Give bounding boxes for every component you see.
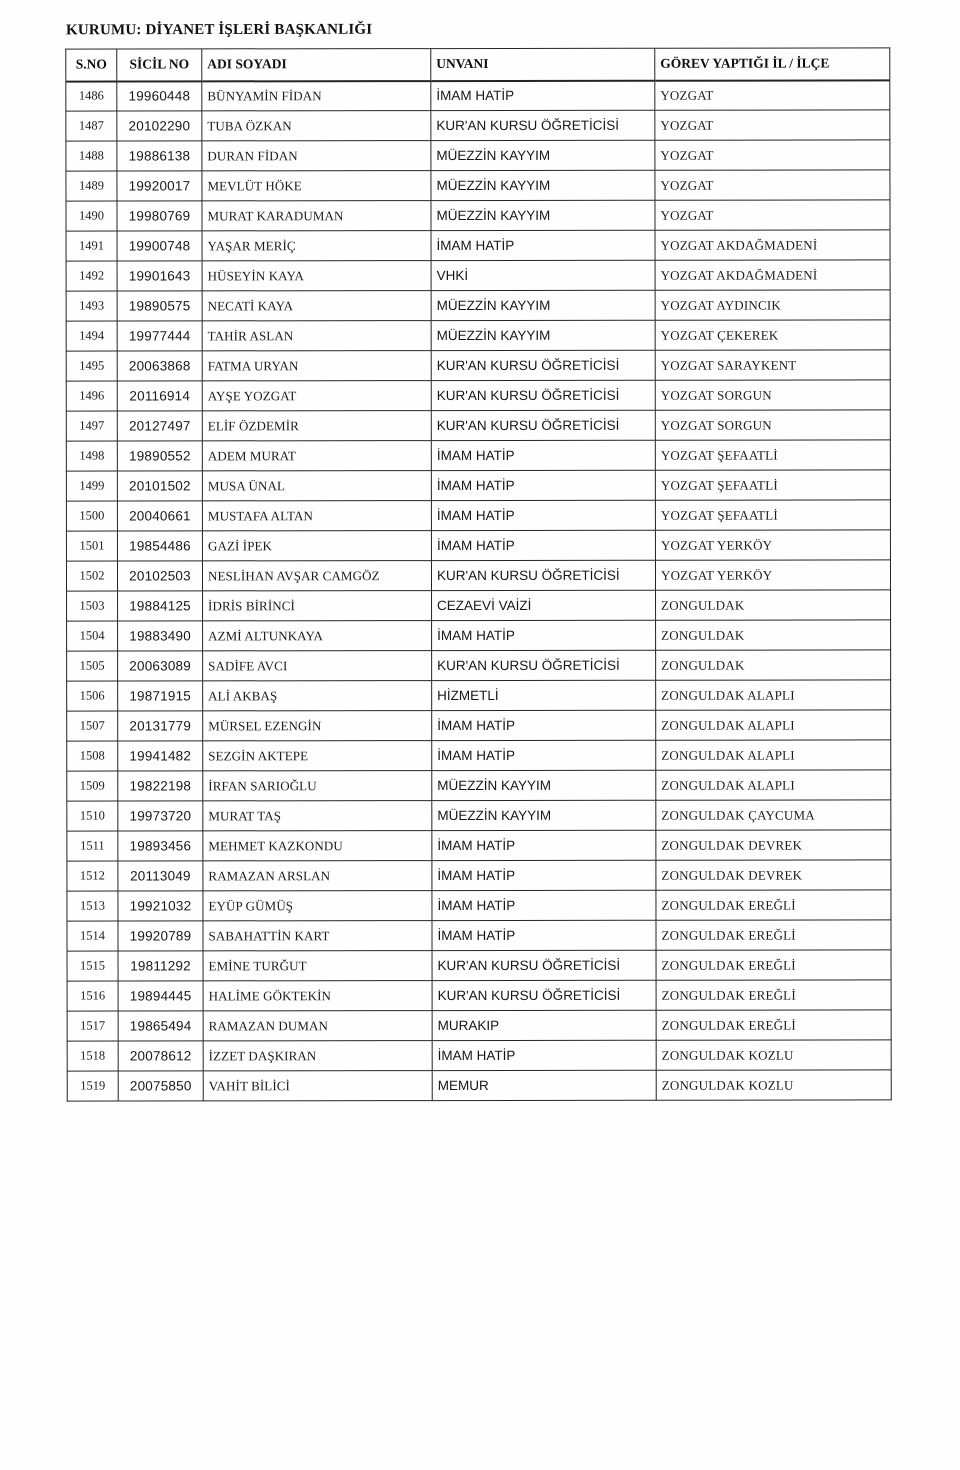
cell-sno: 1504: [67, 621, 118, 651]
cell-sicil-no: 19901643: [117, 261, 202, 291]
table-row: [67, 620, 891, 651]
table-row: [66, 260, 890, 291]
cell-sno: 1505: [67, 651, 118, 681]
cell-sno: 1500: [66, 501, 117, 531]
cell-sicil-no: 19900748: [117, 231, 202, 261]
cell-adi-soyadi: EYÜP GÜMÜŞ: [203, 891, 432, 921]
cell-unvani: İMAM HATİP: [432, 920, 656, 950]
cell-sno: 1518: [67, 1041, 118, 1071]
cell-sicil-no: 19893456: [118, 831, 203, 861]
cell-unvani: KUR'AN KURSU ÖĞRETİCİSİ: [432, 980, 656, 1010]
table-row: [66, 110, 890, 141]
cell-gorev: YOZGAT AKDAĞMADENİ: [655, 260, 890, 290]
cell-sicil-no: 20078612: [118, 1041, 203, 1071]
cell-gorev: ZONGULDAK KOZLU: [656, 1040, 891, 1070]
cell-sicil-no: 19865494: [118, 1011, 203, 1041]
cell-adi-soyadi: VAHİT BİLİCİ: [203, 1071, 432, 1101]
cell-unvani: İMAM HATİP: [432, 1040, 656, 1070]
cell-unvani: KUR'AN KURSU ÖĞRETİCİSİ: [431, 380, 655, 410]
cell-adi-soyadi: ELİF ÖZDEMİR: [202, 411, 431, 441]
cell-adi-soyadi: MÜRSEL EZENGİN: [203, 711, 432, 741]
cell-gorev: YOZGAT YERKÖY: [655, 530, 890, 560]
table-header-row: [66, 48, 890, 81]
cell-unvani: MÜEZZİN KAYYIM: [431, 140, 655, 170]
cell-unvani: MÜEZZİN KAYYIM: [432, 800, 656, 830]
cell-gorev: YOZGAT: [655, 140, 890, 170]
cell-gorev: YOZGAT SARAYKENT: [655, 350, 890, 380]
cell-sicil-no: 19886138: [117, 141, 202, 171]
cell-unvani: İMAM HATİP: [432, 830, 656, 860]
cell-adi-soyadi: RAMAZAN ARSLAN: [203, 861, 432, 891]
cell-unvani: VHKİ: [431, 260, 655, 290]
cell-gorev: YOZGAT: [655, 200, 890, 230]
cell-gorev: ZONGULDAK ALAPLI: [656, 770, 891, 800]
cell-gorev: YOZGAT SORGUN: [655, 410, 890, 440]
cell-sicil-no: 20127497: [117, 411, 202, 441]
cell-sicil-no: 19871915: [118, 681, 203, 711]
cell-unvani: MÜEZZİN KAYYIM: [431, 320, 655, 350]
cell-adi-soyadi: İRFAN SARIOĞLU: [203, 771, 432, 801]
table-row: [67, 920, 891, 951]
cell-sno: 1514: [67, 921, 118, 951]
cell-adi-soyadi: MEVLÜT HÖKE: [202, 171, 431, 201]
cell-sicil-no: 19980769: [117, 201, 202, 231]
table-row: [67, 650, 891, 681]
cell-sicil-no: 19854486: [117, 531, 202, 561]
table-row: [66, 440, 890, 471]
cell-unvani: KUR'AN KURSU ÖĞRETİCİSİ: [432, 950, 656, 980]
cell-sicil-no: 20102503: [117, 561, 202, 591]
cell-adi-soyadi: FATMA URYAN: [202, 351, 431, 381]
cell-sno: 1491: [66, 231, 117, 261]
cell-adi-soyadi: EMİNE TURĞUT: [203, 951, 432, 981]
cell-unvani: İMAM HATİP: [431, 530, 655, 560]
cell-adi-soyadi: ADEM MURAT: [202, 441, 431, 471]
cell-sno: 1508: [67, 741, 118, 771]
cell-adi-soyadi: AYŞE YOZGAT: [202, 381, 431, 411]
cell-unvani: İMAM HATİP: [431, 500, 655, 530]
column-header-sno: S.NO: [66, 49, 117, 81]
cell-unvani: İMAM HATİP: [431, 470, 655, 500]
cell-sno: 1488: [66, 141, 117, 171]
cell-sicil-no: 20063868: [117, 351, 202, 381]
cell-sicil-no: 20040661: [117, 501, 202, 531]
cell-sno: 1519: [67, 1071, 118, 1101]
cell-sicil-no: 19977444: [117, 321, 202, 351]
cell-adi-soyadi: MEHMET KAZKONDU: [203, 831, 432, 861]
cell-sno: 1494: [66, 321, 117, 351]
cell-gorev: YOZGAT ŞEFAATLİ: [655, 470, 890, 500]
cell-sicil-no: 19822198: [118, 771, 203, 801]
cell-gorev: ZONGULDAK EREĞLİ: [656, 980, 891, 1010]
cell-gorev: YOZGAT: [655, 110, 890, 140]
cell-gorev: YOZGAT SORGUN: [655, 380, 890, 410]
cell-gorev: YOZGAT ÇEKEREK: [655, 320, 890, 350]
cell-gorev: ZONGULDAK DEVREK: [656, 830, 891, 860]
cell-sicil-no: 19884125: [118, 591, 203, 621]
column-header-gorev-il-ilce: GÖREV YAPTIĞI İL / İLÇE: [655, 48, 890, 80]
cell-gorev: ZONGULDAK DEVREK: [656, 860, 891, 890]
cell-sno: 1498: [66, 441, 117, 471]
cell-sno: 1516: [67, 981, 118, 1011]
cell-gorev: ZONGULDAK KOZLU: [656, 1070, 891, 1100]
cell-sicil-no: 19890575: [117, 291, 202, 321]
table-row: [67, 770, 891, 801]
cell-adi-soyadi: TUBA ÖZKAN: [202, 111, 431, 141]
cell-unvani: İMAM HATİP: [432, 740, 656, 770]
table-row: [67, 590, 891, 621]
cell-sno: 1502: [66, 561, 117, 591]
cell-sicil-no: 20075850: [118, 1071, 203, 1101]
cell-adi-soyadi: ALİ AKBAŞ: [203, 681, 432, 711]
cell-gorev: ZONGULDAK: [656, 650, 891, 680]
table-row: [66, 320, 890, 351]
cell-adi-soyadi: SEZGİN AKTEPE: [203, 741, 432, 771]
document-title: KURUMU: DİYANET İŞLERİ BAŞKANLIĞI: [65, 21, 373, 39]
cell-unvani: KUR'AN KURSU ÖĞRETİCİSİ: [432, 650, 656, 680]
cell-gorev: ZONGULDAK EREĞLİ: [656, 890, 891, 920]
table-row: [66, 140, 890, 171]
cell-gorev: YOZGAT AYDINCIK: [655, 290, 890, 320]
cell-adi-soyadi: NECATİ KAYA: [202, 291, 431, 321]
cell-sno: 1506: [67, 681, 118, 711]
table-row: [67, 680, 891, 711]
cell-sno: 1512: [67, 861, 118, 891]
cell-sicil-no: 20131779: [118, 711, 203, 741]
cell-sno: 1510: [67, 801, 118, 831]
cell-unvani: MÜEZZİN KAYYIM: [432, 770, 656, 800]
table-row: [67, 1010, 891, 1041]
table-row: [66, 410, 890, 441]
cell-sicil-no: 19960448: [117, 81, 202, 111]
cell-sicil-no: 20063089: [118, 651, 203, 681]
table-row: [66, 560, 890, 591]
cell-gorev: ZONGULDAK ALAPLI: [656, 710, 891, 740]
cell-adi-soyadi: BÜNYAMİN FİDAN: [202, 81, 431, 111]
cell-unvani: CEZAEVİ VAİZİ: [432, 590, 656, 620]
cell-sicil-no: 19973720: [118, 801, 203, 831]
cell-sicil-no: 19883490: [118, 621, 203, 651]
table-row: [66, 80, 890, 111]
column-header-sicil-no: SİCİL NO: [117, 49, 202, 81]
cell-adi-soyadi: NESLİHAN AVŞAR CAMGÖZ: [202, 561, 431, 591]
table-row: [66, 350, 890, 381]
cell-sicil-no: 19920017: [117, 171, 202, 201]
cell-gorev: ZONGULDAK ÇAYCUMA: [656, 800, 891, 830]
cell-sicil-no: 19890552: [117, 441, 202, 471]
cell-sicil-no: 20116914: [117, 381, 202, 411]
cell-sicil-no: 19921032: [118, 891, 203, 921]
table-row: [66, 470, 890, 501]
cell-gorev: YOZGAT YERKÖY: [655, 560, 890, 590]
cell-adi-soyadi: HÜSEYİN KAYA: [202, 261, 431, 291]
table-row: [66, 170, 890, 201]
table-row: [67, 890, 891, 921]
cell-adi-soyadi: YAŞAR MERİÇ: [202, 231, 431, 261]
cell-adi-soyadi: TAHİR ASLAN: [202, 321, 431, 351]
table-row: [67, 740, 891, 771]
cell-adi-soyadi: DURAN FİDAN: [202, 141, 431, 171]
cell-sno: 1496: [66, 381, 117, 411]
cell-adi-soyadi: SADİFE AVCI: [203, 651, 432, 681]
cell-unvani: İMAM HATİP: [432, 620, 656, 650]
cell-gorev: YOZGAT: [655, 80, 890, 110]
table-row: [66, 230, 890, 261]
personnel-table: [65, 47, 891, 1101]
table-row: [67, 1040, 891, 1071]
cell-gorev: YOZGAT ŞEFAATLİ: [655, 500, 890, 530]
cell-sicil-no: 19811292: [118, 951, 203, 981]
cell-gorev: ZONGULDAK: [656, 620, 891, 650]
cell-sicil-no: 19920789: [118, 921, 203, 951]
cell-sno: 1495: [66, 351, 117, 381]
cell-sno: 1487: [66, 111, 117, 141]
cell-unvani: İMAM HATİP: [432, 860, 656, 890]
cell-unvani: MÜEZZİN KAYYIM: [431, 170, 655, 200]
table-row: [67, 830, 891, 861]
cell-sno: 1501: [66, 531, 117, 561]
cell-sno: 1489: [66, 171, 117, 201]
table-row: [66, 530, 890, 561]
cell-gorev: ZONGULDAK EREĞLİ: [656, 920, 891, 950]
cell-sno: 1493: [66, 291, 117, 321]
table-row: [66, 200, 890, 231]
cell-sicil-no: 20102290: [117, 111, 202, 141]
cell-unvani: MÜEZZİN KAYYIM: [431, 290, 655, 320]
cell-adi-soyadi: MURAT TAŞ: [203, 801, 432, 831]
cell-gorev: ZONGULDAK EREĞLİ: [656, 1010, 891, 1040]
cell-adi-soyadi: AZMİ ALTUNKAYA: [203, 621, 432, 651]
cell-sno: 1513: [67, 891, 118, 921]
cell-unvani: İMAM HATİP: [432, 710, 656, 740]
cell-adi-soyadi: RAMAZAN DUMAN: [203, 1011, 432, 1041]
cell-sno: 1517: [67, 1011, 118, 1041]
column-header-unvani: UNVANI: [431, 48, 655, 80]
table-row: [67, 800, 891, 831]
cell-sno: 1515: [67, 951, 118, 981]
cell-sicil-no: 19941482: [118, 741, 203, 771]
cell-unvani: MÜEZZİN KAYYIM: [431, 200, 655, 230]
cell-adi-soyadi: GAZİ İPEK: [202, 531, 431, 561]
cell-unvani: KUR'AN KURSU ÖĞRETİCİSİ: [431, 110, 655, 140]
cell-unvani: MEMUR: [432, 1070, 656, 1100]
table-row: [67, 980, 891, 1011]
cell-adi-soyadi: İZZET DAŞKIRAN: [203, 1041, 432, 1071]
cell-gorev: ZONGULDAK EREĞLİ: [656, 950, 891, 980]
cell-gorev: ZONGULDAK ALAPLI: [656, 740, 891, 770]
cell-sno: 1486: [66, 81, 117, 111]
cell-gorev: YOZGAT AKDAĞMADENİ: [655, 230, 890, 260]
cell-adi-soyadi: MURAT KARADUMAN: [202, 201, 431, 231]
cell-sicil-no: 19894445: [118, 981, 203, 1011]
cell-sicil-no: 20113049: [118, 861, 203, 891]
cell-sno: 1490: [66, 201, 117, 231]
cell-sno: 1507: [67, 711, 118, 741]
cell-sno: 1492: [66, 261, 117, 291]
table-row: [66, 380, 890, 411]
table-row: [67, 950, 891, 981]
column-header-adi-soyadi: ADI SOYADI: [202, 49, 431, 81]
cell-adi-soyadi: HALİME GÖKTEKİN: [203, 981, 432, 1011]
cell-adi-soyadi: İDRİS BİRİNCİ: [203, 591, 432, 621]
cell-adi-soyadi: SABAHATTİN KART: [203, 921, 432, 951]
cell-gorev: YOZGAT ŞEFAATLİ: [655, 440, 890, 470]
cell-unvani: HİZMETLİ: [432, 680, 656, 710]
table-row: [66, 500, 890, 531]
cell-sno: 1511: [67, 831, 118, 861]
cell-unvani: KUR'AN KURSU ÖĞRETİCİSİ: [431, 560, 655, 590]
table-row: [67, 860, 891, 891]
cell-unvani: İMAM HATİP: [432, 890, 656, 920]
cell-sicil-no: 20101502: [117, 471, 202, 501]
table-row: [66, 290, 890, 321]
cell-gorev: ZONGULDAK: [656, 590, 891, 620]
cell-unvani: İMAM HATİP: [431, 230, 655, 260]
cell-unvani: İMAM HATİP: [431, 80, 655, 110]
table-body: [66, 80, 891, 1101]
cell-sno: 1499: [66, 471, 117, 501]
cell-adi-soyadi: MUSA ÜNAL: [202, 471, 431, 501]
cell-adi-soyadi: MUSTAFA ALTAN: [202, 501, 431, 531]
cell-unvani: İMAM HATİP: [431, 440, 655, 470]
cell-gorev: YOZGAT: [655, 170, 890, 200]
table-row: [67, 710, 891, 741]
table-row: [67, 1070, 891, 1101]
cell-unvani: MURAKIP: [432, 1010, 656, 1040]
cell-unvani: KUR'AN KURSU ÖĞRETİCİSİ: [431, 410, 655, 440]
cell-sno: 1503: [67, 591, 118, 621]
cell-unvani: KUR'AN KURSU ÖĞRETİCİSİ: [431, 350, 655, 380]
cell-sno: 1497: [66, 411, 117, 441]
cell-sno: 1509: [67, 771, 118, 801]
cell-gorev: ZONGULDAK ALAPLI: [656, 680, 891, 710]
